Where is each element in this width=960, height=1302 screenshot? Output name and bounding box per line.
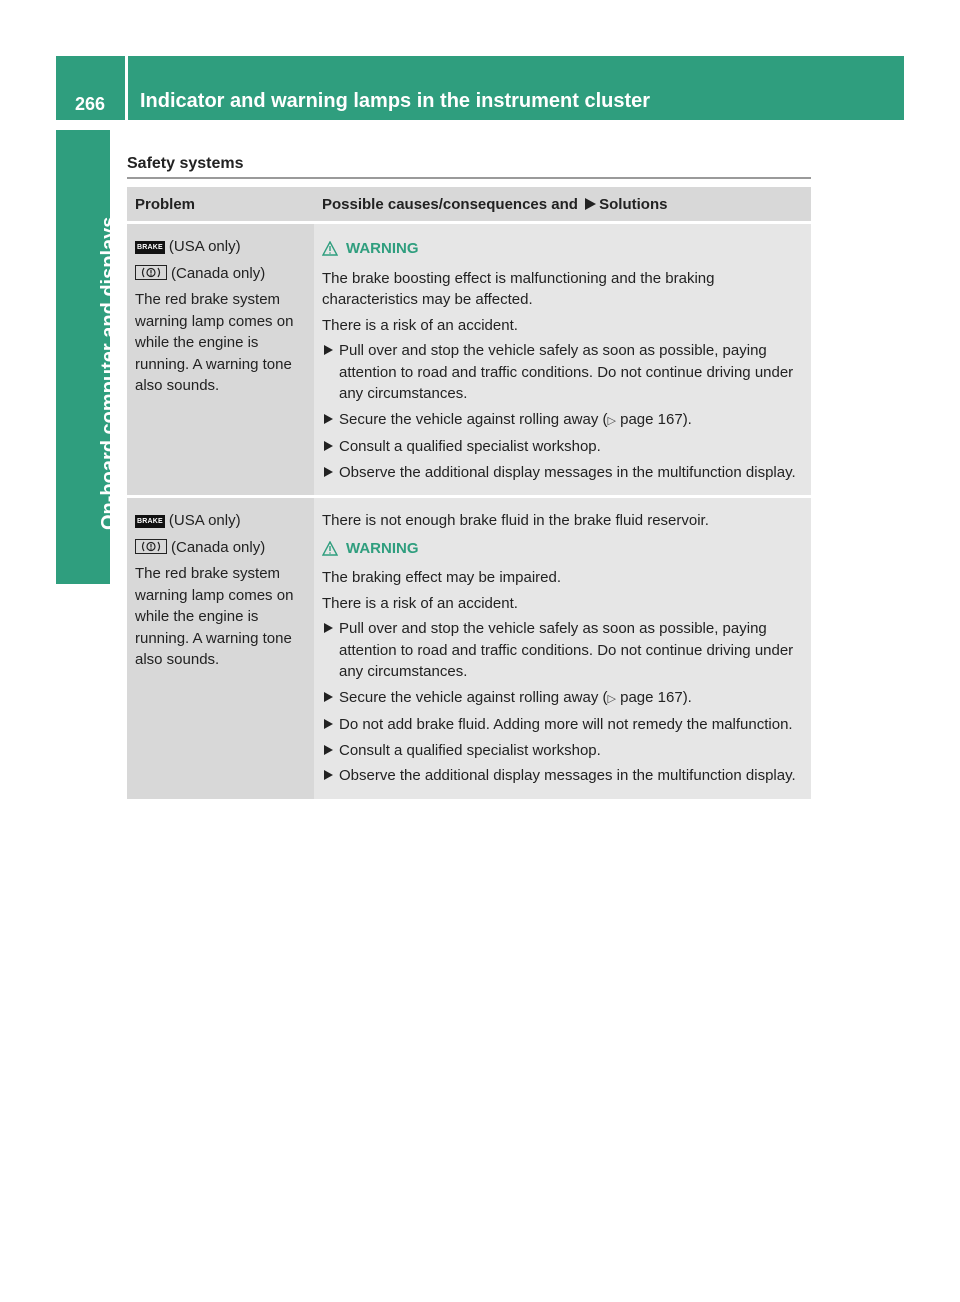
warning-heading [322,238,805,260]
column-header-problem: Problem [127,187,314,223]
warning-heading [322,538,805,560]
usa-only-label: (USA only) [168,512,241,529]
list-item [322,687,805,711]
page-reference-link[interactable]: page 167). [620,688,692,706]
step-text: Pull over and stop the vehicle safely as soon as possible, paying attention to road and traffic conditions. Do not continue driving under any circumstances. [339,620,794,680]
usa-lamp-line [135,236,308,258]
step-arrow-icon [324,770,333,780]
list-item [322,340,805,405]
step-text: Observe the additional display messages in the multifunction display. [339,767,796,784]
list-item [322,714,805,736]
risk-text: There is a risk of an accident. [322,316,518,334]
usa-lamp-line [135,510,308,532]
list-item [322,436,805,458]
canada-lamp-line [135,537,308,559]
table-row [127,497,811,801]
step-arrow-icon [324,692,333,702]
usa-only-label: (USA only) [168,238,241,255]
brake-warning-icon: BRAKE [135,515,165,528]
list-item [322,740,805,762]
page-reference-link[interactable]: page 167). [620,410,692,428]
table-row [127,223,811,497]
canada-only-label: (Canada only) [171,264,266,282]
problem-description: The red brake system warning lamp comes on while the engine is running. A warning tone also sounds. [135,291,294,394]
brake-warning-icon: BRAKE [135,241,165,254]
warning-text: The braking effect may be impaired. [322,569,562,586]
step-arrow-icon [324,745,333,755]
warning-label: WARNING [346,240,419,257]
table-header-row [127,187,811,223]
step-text: Secure the vehicle against rolling away ( [339,688,608,706]
step-text: Secure the vehicle against rolling away ( [339,410,608,428]
warning-triangle-icon [322,241,338,256]
page-title: Indicator and warning lamps in the instrument cluster [140,90,651,112]
safety-systems-table [127,187,811,802]
canada-lamp-line [135,263,308,285]
canada-only-label: (Canada only) [171,538,266,556]
step-arrow-icon [324,719,333,729]
step-text: Consult a qualified specialist workshop. [339,741,601,759]
step-arrow-icon [324,414,333,424]
section-rule [127,177,811,179]
header-divider [125,56,128,120]
step-arrow-icon [324,345,333,355]
solutions-cell [314,497,811,801]
step-arrow-icon [324,467,333,477]
list-item [322,618,805,683]
list-item [322,765,805,787]
column-header-solutions-suffix: Solutions [599,195,668,213]
step-arrow-icon [324,441,333,451]
warning-text: The brake boosting effect is malfunctioning and the braking characteristics may be affected. [322,269,715,308]
canada-brake-icon [135,265,167,280]
step-text: Consult a qualified specialist workshop. [339,438,601,455]
list-item [322,409,805,433]
step-arrow-icon [324,623,333,633]
problem-cell [127,223,314,497]
problem-cell [127,497,314,801]
page-number: 266 [74,94,106,114]
step-text: Do not add brake fluid. Adding more will not remedy the malfunction. [339,716,793,733]
problem-description: The red brake system warning lamp comes on while the engine is running. A warning tone also sounds. [135,565,294,668]
page-ref-triangle-icon: ▷ [607,414,616,427]
solutions-arrow-icon [585,198,596,210]
page-ref-triangle-icon: ▷ [607,692,616,705]
side-tab-label: On-board computer and displays [98,216,120,530]
canada-brake-icon [135,539,167,554]
step-text: Observe the additional display messages in the multifunction display. [339,463,796,481]
column-header-solutions [314,187,811,223]
solutions-cell [314,223,811,497]
risk-text: There is a risk of an accident. [322,594,518,612]
section-title: Safety systems [127,155,244,172]
cause-text: There is not enough brake fluid in the brake fluid reservoir. [322,512,709,529]
list-item [322,462,805,484]
column-header-solutions-prefix: Possible causes/consequences and [322,195,578,213]
step-text: Pull over and stop the vehicle safely as soon as possible, paying attention to road and traffic conditions. Do not continue driving under any circumstances. [339,342,794,402]
warning-label: WARNING [346,539,419,557]
warning-triangle-icon [322,541,338,556]
